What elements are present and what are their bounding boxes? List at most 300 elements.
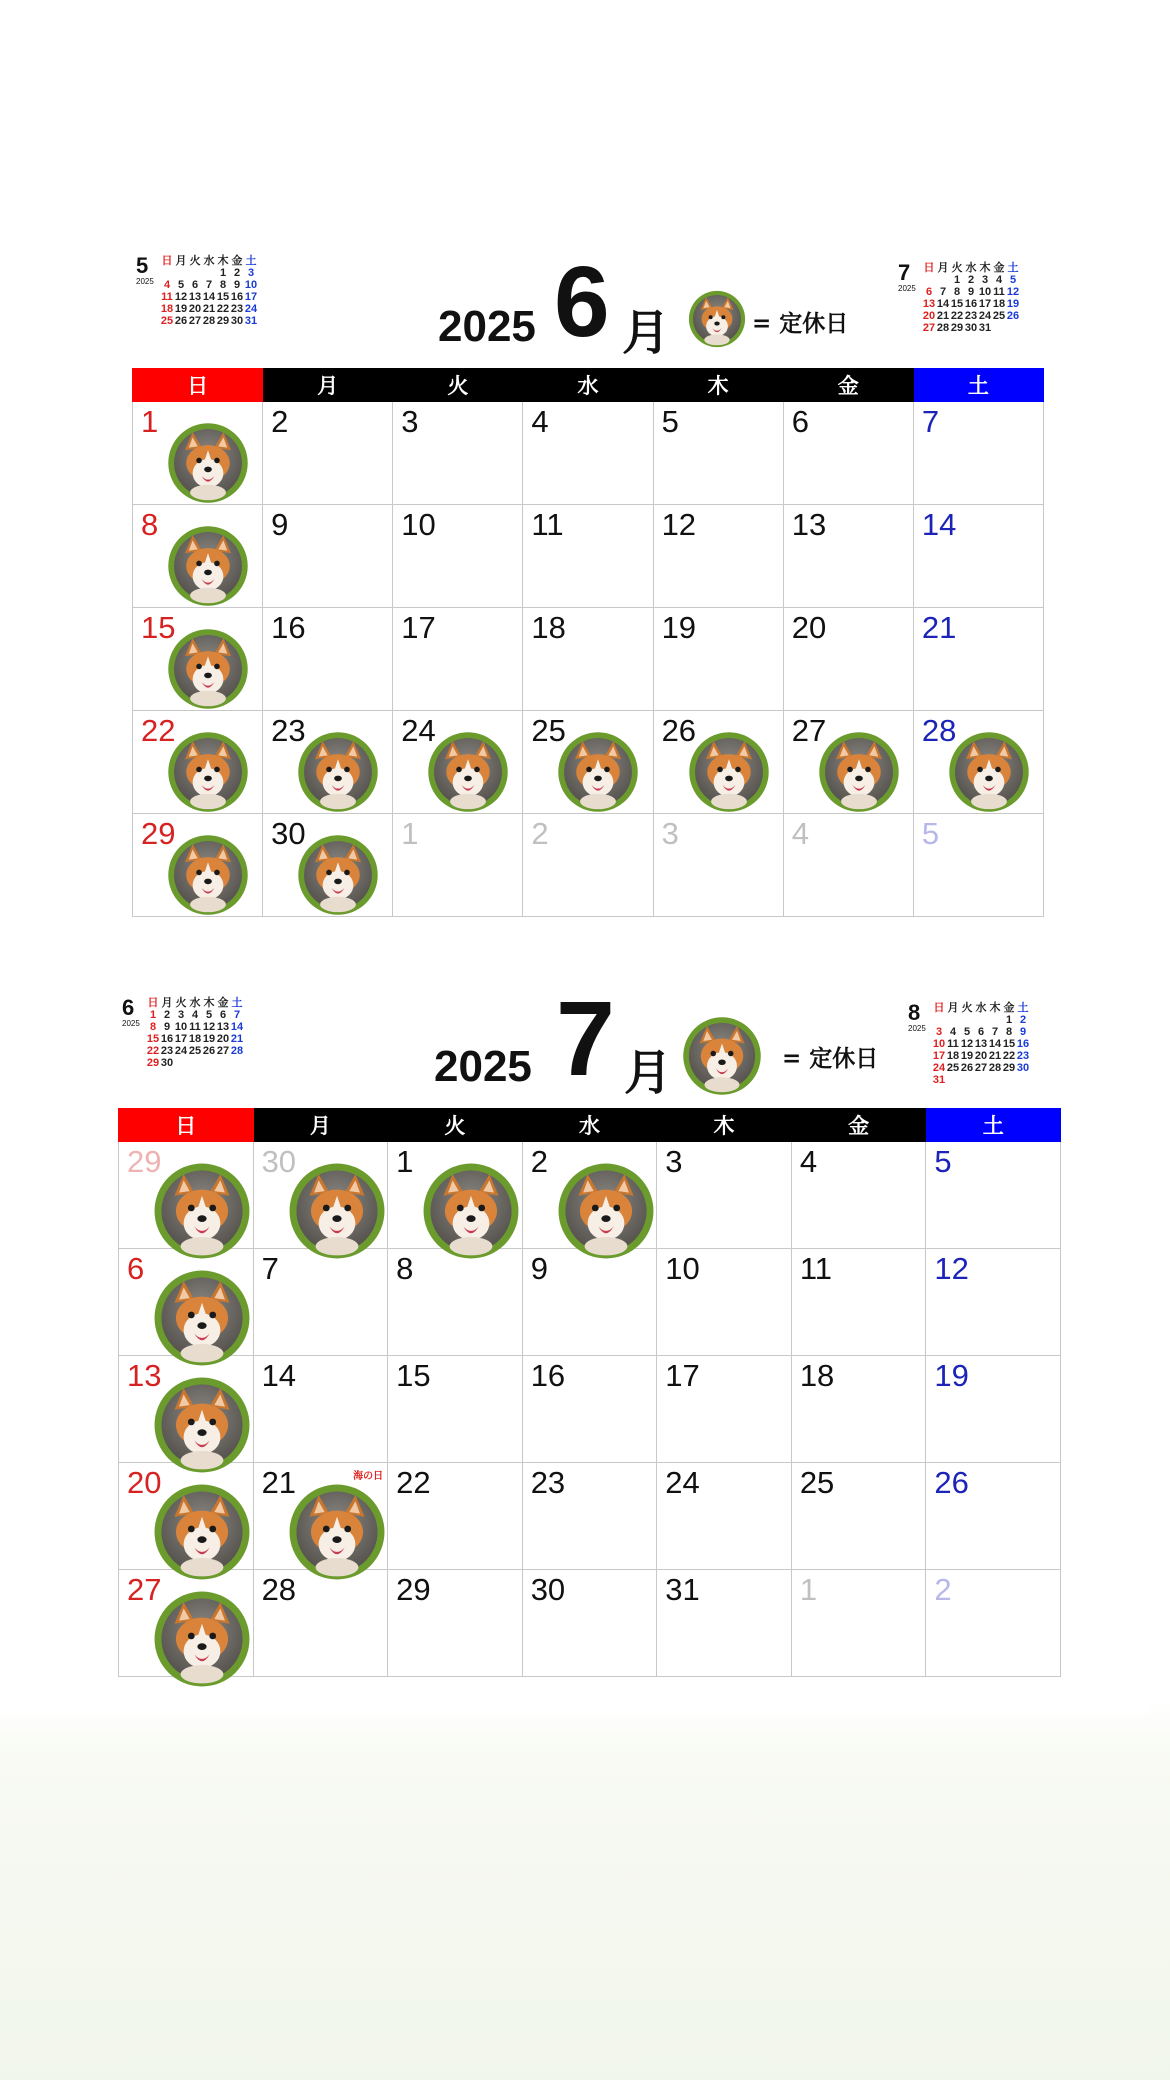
mini-weekday: 水 xyxy=(189,997,201,1009)
day-number: 11 xyxy=(799,1251,832,1286)
mini-month-number: 8 xyxy=(908,1000,921,1025)
day-number: 20 xyxy=(127,1465,162,1500)
mini-weekday: 水 xyxy=(965,262,977,274)
mini-month-number: 6 xyxy=(122,995,135,1020)
mini-day: 3 xyxy=(247,267,255,279)
day-number: 13 xyxy=(127,1358,162,1393)
mini-day: 11 xyxy=(161,291,173,303)
day-number: 30 xyxy=(271,816,306,851)
mini-day: 26 xyxy=(960,1062,974,1074)
mini-day: 28 xyxy=(988,1062,1002,1074)
week-row xyxy=(133,505,1044,608)
mini-day: 30 xyxy=(230,315,244,327)
mini-day xyxy=(936,274,950,286)
day-cell xyxy=(653,505,783,608)
mini-day: 4 xyxy=(995,274,1003,286)
day-cell xyxy=(393,505,523,608)
mini-day: 26 xyxy=(202,1045,216,1057)
day-number: 30 xyxy=(530,1572,566,1607)
week-row xyxy=(133,402,1044,505)
day-cell xyxy=(926,1463,1061,1570)
mini-day: 2 xyxy=(163,1009,171,1021)
day-cell xyxy=(791,1356,926,1463)
day-number: 2 xyxy=(934,1572,952,1607)
day-number: 26 xyxy=(661,713,697,748)
day-cell xyxy=(913,402,1043,505)
mini-day: 8 xyxy=(219,279,227,291)
day-cell xyxy=(653,814,783,917)
day-cell xyxy=(253,1570,388,1677)
day-cell xyxy=(926,1142,1061,1249)
week-row xyxy=(133,711,1044,814)
mini-day: 29 xyxy=(950,322,964,334)
mini-day: 27 xyxy=(922,322,936,334)
week-row xyxy=(133,814,1044,917)
day-number: 27 xyxy=(127,1572,162,1607)
mini-weekday: 金 xyxy=(1003,1002,1015,1014)
day-number: 25 xyxy=(799,1465,835,1500)
day-number: 28 xyxy=(921,713,957,748)
mini-weekday: 木 xyxy=(989,1002,1001,1014)
day-cell xyxy=(791,1570,926,1677)
mini-day: 6 xyxy=(219,1009,227,1021)
mini-day: 14 xyxy=(202,291,216,303)
mini-day: 14 xyxy=(936,298,950,310)
mini-day: 15 xyxy=(950,298,964,310)
day-number: 13 xyxy=(791,507,827,542)
mini-day: 24 xyxy=(978,310,992,322)
day-cell xyxy=(522,1142,657,1249)
corgi-badge-icon xyxy=(288,1483,386,1581)
day-number: 22 xyxy=(396,1465,431,1500)
mini-day xyxy=(922,274,936,286)
mini-day: 13 xyxy=(216,1021,230,1033)
mini-day: 4 xyxy=(163,279,171,291)
holiday-label: 海の日 xyxy=(353,1471,384,1482)
day-cell xyxy=(119,1570,254,1677)
day-cell xyxy=(783,402,913,505)
mini-weekday: 火 xyxy=(961,1002,973,1014)
day-cell xyxy=(522,1356,657,1463)
day-number: 1 xyxy=(396,1144,414,1179)
day-number: 8 xyxy=(141,507,159,542)
mini-day: 2 xyxy=(967,274,975,286)
mini-day: 24 xyxy=(174,1045,188,1057)
day-cell xyxy=(388,1142,523,1249)
mini-weekday: 月 xyxy=(947,1002,959,1014)
day-cell xyxy=(133,402,263,505)
mini-weekday: 火 xyxy=(189,255,201,267)
day-number: 14 xyxy=(261,1358,297,1393)
mini-day: 18 xyxy=(992,298,1006,310)
mini-day: 30 xyxy=(160,1057,174,1069)
day-cell xyxy=(913,711,1043,814)
weekday-header-cell: 月 xyxy=(263,369,393,402)
mini-day: 9 xyxy=(967,286,975,298)
mini-day xyxy=(988,1074,1002,1086)
day-cell xyxy=(253,1249,388,1356)
mini-day: 23 xyxy=(1016,1050,1030,1062)
day-cell xyxy=(388,1356,523,1463)
mini-weekday: 月 xyxy=(175,255,187,267)
day-number: 16 xyxy=(271,610,306,645)
mini-day: 25 xyxy=(946,1062,960,1074)
day-number: 16 xyxy=(530,1358,566,1393)
title-month-kanji: 月 xyxy=(624,1045,673,1101)
day-number: 9 xyxy=(530,1251,548,1286)
day-cell xyxy=(388,1570,523,1677)
mini-day: 16 xyxy=(230,291,244,303)
mini-day: 1 xyxy=(1005,1014,1013,1026)
mini-day: 20 xyxy=(188,303,202,315)
day-number: 26 xyxy=(934,1465,969,1500)
day-cell xyxy=(393,608,523,711)
corgi-badge-icon xyxy=(688,290,746,352)
mini-day: 8 xyxy=(953,286,961,298)
day-cell xyxy=(263,608,393,711)
mini-day xyxy=(960,1074,974,1086)
mini-day: 7 xyxy=(233,1009,241,1021)
mini-day: 8 xyxy=(1005,1026,1013,1038)
mini-day: 31 xyxy=(932,1074,946,1086)
day-number: 2 xyxy=(271,404,289,439)
day-cell xyxy=(133,505,263,608)
mini-day: 30 xyxy=(964,322,978,334)
day-cell xyxy=(253,1142,388,1249)
mini-day: 12 xyxy=(1006,286,1020,298)
week-row xyxy=(119,1570,1061,1677)
day-number: 3 xyxy=(401,404,419,439)
day-number: 2 xyxy=(531,816,549,851)
corgi-badge-icon xyxy=(688,731,770,813)
mini-day: 7 xyxy=(991,1026,999,1038)
corgi-badge-icon xyxy=(557,1162,655,1260)
mini-day xyxy=(1006,322,1020,334)
mini-day: 19 xyxy=(202,1033,216,1045)
weekday-header-cell: 火 xyxy=(393,369,523,402)
mini-day: 14 xyxy=(988,1038,1002,1050)
mini-day: 4 xyxy=(191,1009,199,1021)
day-number: 29 xyxy=(127,1144,162,1179)
corgi-badge-icon xyxy=(153,1269,251,1367)
day-number: 15 xyxy=(396,1358,431,1393)
day-number: 30 xyxy=(261,1144,297,1179)
weekday-header-cell: 火 xyxy=(388,1109,523,1142)
mini-weekday: 木 xyxy=(217,255,229,267)
mini-day: 19 xyxy=(960,1050,974,1062)
mini-day: 13 xyxy=(974,1038,988,1050)
day-number: 29 xyxy=(141,816,176,851)
mini-day xyxy=(974,1074,988,1086)
day-number: 24 xyxy=(401,713,436,748)
day-cell xyxy=(133,608,263,711)
mini-weekday: 土 xyxy=(231,997,243,1009)
mini-day: 18 xyxy=(946,1050,960,1062)
july-calendar xyxy=(116,980,1061,1690)
mini-day: 10 xyxy=(244,279,258,291)
day-cell xyxy=(791,1249,926,1356)
weekday-header-cell: 水 xyxy=(522,1109,657,1142)
legend-label: = 定休日 xyxy=(782,1046,879,1072)
corgi-badge-icon xyxy=(297,834,379,916)
mini-day: 14 xyxy=(230,1021,244,1033)
day-number: 5 xyxy=(661,404,679,439)
mini-day: 23 xyxy=(230,303,244,315)
mini-day: 26 xyxy=(1006,310,1020,322)
day-cell xyxy=(913,814,1043,917)
day-cell xyxy=(522,1249,657,1356)
mini-weekday: 日 xyxy=(161,255,173,267)
day-cell xyxy=(926,1356,1061,1463)
day-number: 21 xyxy=(921,610,957,645)
mini-day: 15 xyxy=(146,1033,160,1045)
mini-day: 25 xyxy=(992,310,1006,322)
day-cell xyxy=(393,711,523,814)
mini-day: 5 xyxy=(1009,274,1017,286)
day-cell xyxy=(388,1463,523,1570)
day-cell xyxy=(657,1463,792,1570)
mini-day: 9 xyxy=(233,279,241,291)
week-row xyxy=(119,1463,1061,1570)
day-number: 20 xyxy=(791,610,827,645)
mini-weekday: 土 xyxy=(245,255,257,267)
day-cell xyxy=(913,608,1043,711)
weekday-header-cell: 金 xyxy=(783,369,913,402)
mini-day xyxy=(960,1014,974,1026)
mini-day: 7 xyxy=(205,279,213,291)
day-number: 15 xyxy=(141,610,176,645)
weekday-header-cell: 日 xyxy=(119,1109,254,1142)
mini-day: 19 xyxy=(174,303,188,315)
mini-weekday: 日 xyxy=(923,262,935,274)
mini-day: 28 xyxy=(230,1045,244,1057)
mini-day: 13 xyxy=(922,298,936,310)
weekday-header-cell: 月 xyxy=(253,1109,388,1142)
mini-weekday: 金 xyxy=(231,255,243,267)
mini-day: 22 xyxy=(216,303,230,315)
day-cell xyxy=(263,505,393,608)
corgi-badge-icon xyxy=(153,1590,251,1688)
weekday-header xyxy=(133,369,1044,402)
day-number: 10 xyxy=(401,507,436,542)
mini-year: 2025 xyxy=(122,1019,140,1028)
day-cell xyxy=(523,711,653,814)
day-cell xyxy=(913,505,1043,608)
mini-day xyxy=(992,322,1006,334)
mini-year: 2025 xyxy=(898,284,916,293)
mini-day: 10 xyxy=(932,1038,946,1050)
day-cell xyxy=(653,711,783,814)
mini-day: 24 xyxy=(244,303,258,315)
day-number: 31 xyxy=(665,1572,700,1607)
title-month-number: 6 xyxy=(554,246,610,358)
day-number: 10 xyxy=(665,1251,700,1286)
mini-day: 21 xyxy=(936,310,950,322)
mini-day xyxy=(946,1074,960,1086)
mini-day xyxy=(946,1014,960,1026)
mini-day: 23 xyxy=(964,310,978,322)
day-number: 6 xyxy=(791,404,809,439)
day-cell xyxy=(791,1463,926,1570)
mini-day: 6 xyxy=(191,279,199,291)
day-cell xyxy=(522,1570,657,1677)
day-cell xyxy=(523,505,653,608)
day-number: 17 xyxy=(665,1358,700,1393)
legend-label: = 定休日 xyxy=(752,311,849,337)
mini-day: 28 xyxy=(202,315,216,327)
mini-day: 10 xyxy=(174,1021,188,1033)
day-number: 25 xyxy=(531,713,566,748)
mini-day: 12 xyxy=(202,1021,216,1033)
day-number: 5 xyxy=(934,1144,952,1179)
day-cell xyxy=(657,1142,792,1249)
mini-month-number: 5 xyxy=(136,253,149,278)
mini-weekday: 月 xyxy=(161,997,173,1009)
title-year: 2025 xyxy=(438,302,536,351)
mini-day: 27 xyxy=(974,1062,988,1074)
mini-day: 17 xyxy=(932,1050,946,1062)
day-number: 23 xyxy=(530,1465,566,1500)
mini-weekday: 水 xyxy=(975,1002,987,1014)
mini-day: 12 xyxy=(960,1038,974,1050)
mini-day: 3 xyxy=(177,1009,185,1021)
mini-day: 29 xyxy=(146,1057,160,1069)
day-cell xyxy=(522,1463,657,1570)
day-cell xyxy=(253,1463,388,1570)
day-cell xyxy=(119,1142,254,1249)
day-number: 18 xyxy=(799,1358,835,1393)
day-cell xyxy=(133,711,263,814)
mini-year: 2025 xyxy=(908,1024,926,1033)
mini-day: 5 xyxy=(963,1026,971,1038)
corgi-badge-icon xyxy=(557,731,639,813)
mini-day: 16 xyxy=(964,298,978,310)
mini-day xyxy=(1002,1074,1016,1086)
day-number: 21 xyxy=(261,1465,297,1500)
mini-weekday: 月 xyxy=(937,262,949,274)
mini-day: 4 xyxy=(949,1026,957,1038)
mini-grid xyxy=(922,262,1020,334)
corgi-badge-icon xyxy=(167,834,249,916)
mini-day: 24 xyxy=(932,1062,946,1074)
day-cell xyxy=(783,814,913,917)
day-number: 18 xyxy=(531,610,566,645)
day-number: 17 xyxy=(401,610,436,645)
day-cell xyxy=(119,1249,254,1356)
title-year: 2025 xyxy=(434,1042,532,1091)
mini-day: 6 xyxy=(977,1026,985,1038)
day-cell xyxy=(388,1249,523,1356)
day-cell xyxy=(263,402,393,505)
title-month-kanji: 月 xyxy=(622,305,671,361)
mini-day: 21 xyxy=(202,303,216,315)
mini-weekday: 火 xyxy=(175,997,187,1009)
day-number: 28 xyxy=(261,1572,297,1607)
mini-day: 5 xyxy=(177,279,185,291)
mini-day: 29 xyxy=(216,315,230,327)
mini-day: 1 xyxy=(953,274,961,286)
corgi-badge-icon xyxy=(422,1162,520,1260)
mini-day: 30 xyxy=(1016,1062,1030,1074)
mini-day: 22 xyxy=(1002,1050,1016,1062)
mini-weekday: 土 xyxy=(1017,1002,1029,1014)
day-cell xyxy=(657,1356,792,1463)
mini-day: 31 xyxy=(978,322,992,334)
weekday-header-cell: 金 xyxy=(791,1109,926,1142)
mini-day: 20 xyxy=(216,1033,230,1045)
mini-day: 11 xyxy=(189,1021,201,1033)
mini-day: 13 xyxy=(188,291,202,303)
mini-weekday: 金 xyxy=(993,262,1005,274)
mini-day: 18 xyxy=(160,303,174,315)
day-number: 9 xyxy=(271,507,289,542)
title-month-number: 7 xyxy=(556,980,615,1098)
mini-weekday: 木 xyxy=(979,262,991,274)
weekday-header-cell: 木 xyxy=(653,369,783,402)
mini-weekday: 木 xyxy=(203,997,215,1009)
day-cell xyxy=(926,1249,1061,1356)
day-number: 11 xyxy=(531,507,564,542)
day-number: 8 xyxy=(396,1251,414,1286)
weekday-header-cell: 土 xyxy=(913,369,1043,402)
day-cell xyxy=(393,402,523,505)
day-cell xyxy=(783,711,913,814)
day-cell xyxy=(523,608,653,711)
day-number: 6 xyxy=(127,1251,145,1286)
day-cell xyxy=(253,1356,388,1463)
mini-day: 28 xyxy=(936,322,950,334)
weekday-header xyxy=(119,1109,1061,1142)
week-row xyxy=(119,1249,1061,1356)
mini-day: 22 xyxy=(950,310,964,322)
mini-day: 11 xyxy=(947,1038,959,1050)
day-cell xyxy=(653,608,783,711)
day-number: 4 xyxy=(531,404,549,439)
mini-day: 8 xyxy=(149,1021,157,1033)
mini-day: 31 xyxy=(244,315,258,327)
mini-day: 20 xyxy=(922,310,936,322)
day-number: 7 xyxy=(261,1251,279,1286)
mini-day: 10 xyxy=(978,286,992,298)
day-number: 24 xyxy=(665,1465,700,1500)
day-number: 12 xyxy=(934,1251,969,1286)
corgi-badge-icon xyxy=(153,1376,251,1474)
corgi-badge-icon xyxy=(167,422,249,504)
mini-day: 17 xyxy=(174,1033,188,1045)
mini-day: 27 xyxy=(216,1045,230,1057)
mini-weekday: 金 xyxy=(217,997,229,1009)
mini-day: 9 xyxy=(163,1021,171,1033)
day-cell xyxy=(119,1463,254,1570)
day-number: 7 xyxy=(921,404,940,439)
day-cell xyxy=(783,608,913,711)
day-number: 23 xyxy=(271,713,306,748)
mini-day xyxy=(974,1014,988,1026)
corgi-badge-icon xyxy=(682,1016,762,1100)
mini-day: 9 xyxy=(1019,1026,1027,1038)
day-cell xyxy=(263,711,393,814)
day-number: 19 xyxy=(934,1358,969,1393)
mini-grid xyxy=(932,1002,1030,1086)
day-number: 3 xyxy=(661,816,679,851)
mini-day: 16 xyxy=(160,1033,174,1045)
mini-day: 21 xyxy=(230,1033,244,1045)
mini-day: 3 xyxy=(981,274,989,286)
mini-day: 15 xyxy=(216,291,230,303)
mini-day: 17 xyxy=(978,298,992,310)
day-number: 4 xyxy=(791,816,809,851)
corgi-badge-icon xyxy=(167,731,249,813)
